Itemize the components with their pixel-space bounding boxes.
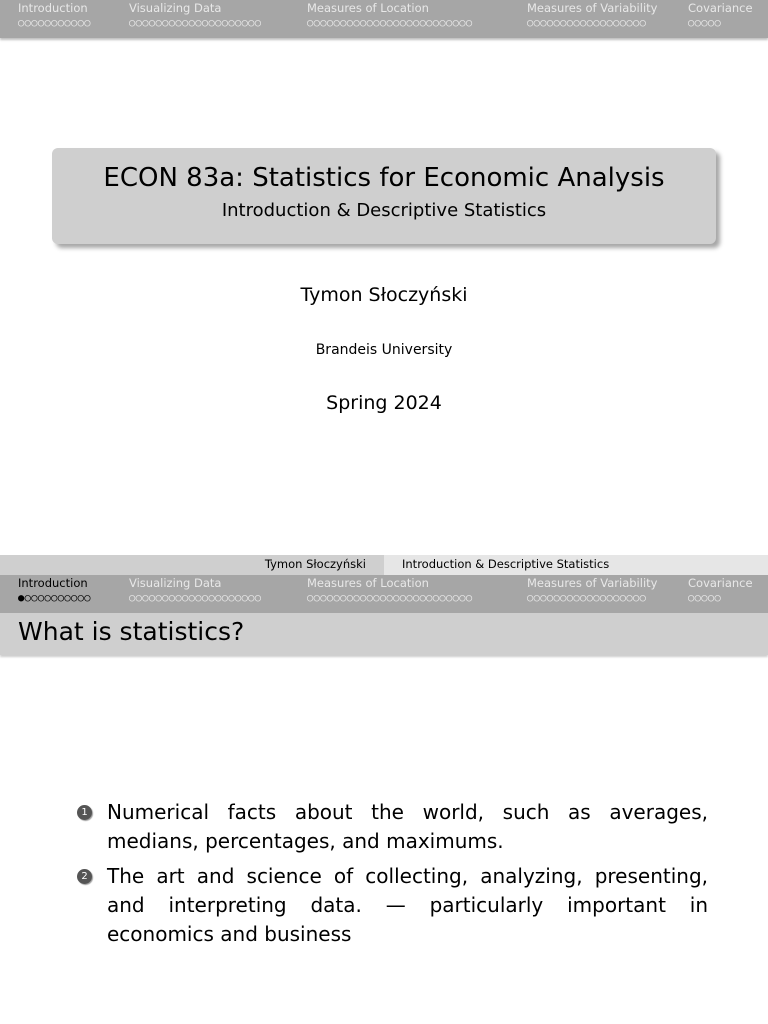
nav-section-measures-of-location[interactable] (307, 2, 473, 30)
nav-frame-dots[interactable]: ○○○○○○○○○○○○○○○○○○○○ (129, 17, 262, 29)
list-item (74, 798, 708, 856)
nav-section-title[interactable]: Measures of Variability (527, 576, 658, 590)
author-name: Tymon Słoczyński (300, 284, 468, 306)
section-navbar (0, 575, 768, 613)
list-item-text: The art and science of collecting, analyzing, presenting, and interpreting data. — particularly important in economics and business (107, 864, 708, 946)
nav-section-title[interactable]: Measures of Location (307, 576, 429, 590)
title-block (52, 148, 716, 244)
nav-section-covariance[interactable] (688, 577, 753, 605)
nav-section-covariance[interactable] (688, 2, 753, 30)
nav-section-title[interactable]: Measures of Location (307, 1, 429, 15)
nav-frame-dots[interactable]: ●○○○○○○○○○○ (18, 592, 91, 604)
nav-section-measures-of-variability[interactable] (527, 2, 657, 30)
nav-section-introduction[interactable] (18, 577, 91, 605)
frame-title: What is statistics? (18, 617, 245, 646)
nav-frame-dots[interactable]: ○○○○○○○○○○○○○○○○○○○○ (129, 592, 262, 604)
institute-name: Brandeis University (315, 342, 453, 358)
nav-section-title[interactable]: Covariance (688, 576, 753, 590)
enum-number-badge: 2 (77, 869, 92, 884)
list-item (74, 862, 708, 949)
nav-section-title[interactable]: Introduction (18, 1, 88, 15)
frame-title-bar (0, 613, 768, 655)
nav-section-title[interactable]: Covariance (688, 1, 753, 15)
nav-frame-dots[interactable]: ○○○○○ (688, 592, 722, 604)
footline (0, 555, 768, 575)
nav-section-title[interactable]: Visualizing Data (129, 1, 222, 15)
nav-frame-dots[interactable]: ○○○○○○○○○○○○○○○○○○ (527, 17, 647, 29)
footline-title: Introduction & Descriptive Statistics (384, 555, 768, 575)
nav-frame-dots[interactable]: ○○○○○○○○○○○○○○○○○○○○○○○○○ (307, 592, 473, 604)
nav-section-introduction[interactable] (18, 2, 91, 30)
nav-frame-dots[interactable]: ○○○○○ (688, 17, 722, 29)
nav-section-title[interactable]: Introduction (18, 576, 88, 590)
presentation-date: Spring 2024 (326, 392, 442, 414)
nav-section-title[interactable]: Visualizing Data (129, 576, 222, 590)
nav-section-visualizing-data[interactable] (129, 2, 261, 30)
section-navbar (0, 0, 768, 38)
nav-frame-dots[interactable]: ○○○○○○○○○○○○○○○○○○○○○○○○○ (307, 17, 473, 29)
enum-number-badge: 1 (77, 805, 92, 820)
nav-section-measures-of-variability[interactable] (527, 577, 657, 605)
presentation-title: ECON 83a: Statistics for Economic Analysis (103, 163, 665, 193)
enumerated-list (74, 798, 708, 955)
nav-section-measures-of-location[interactable] (307, 577, 473, 605)
list-item-text: Numerical facts about the world, such as averages, medians, percentages, and maximums. (107, 800, 708, 853)
nav-frame-dots[interactable]: ○○○○○○○○○○○ (18, 17, 91, 29)
nav-section-visualizing-data[interactable] (129, 577, 261, 605)
nav-frame-dots[interactable]: ○○○○○○○○○○○○○○○○○○ (527, 592, 647, 604)
nav-section-title[interactable]: Measures of Variability (527, 1, 658, 15)
presentation-subtitle: Introduction & Descriptive Statistics (221, 200, 547, 221)
footline-author: Tymon Słoczyński (0, 555, 384, 575)
